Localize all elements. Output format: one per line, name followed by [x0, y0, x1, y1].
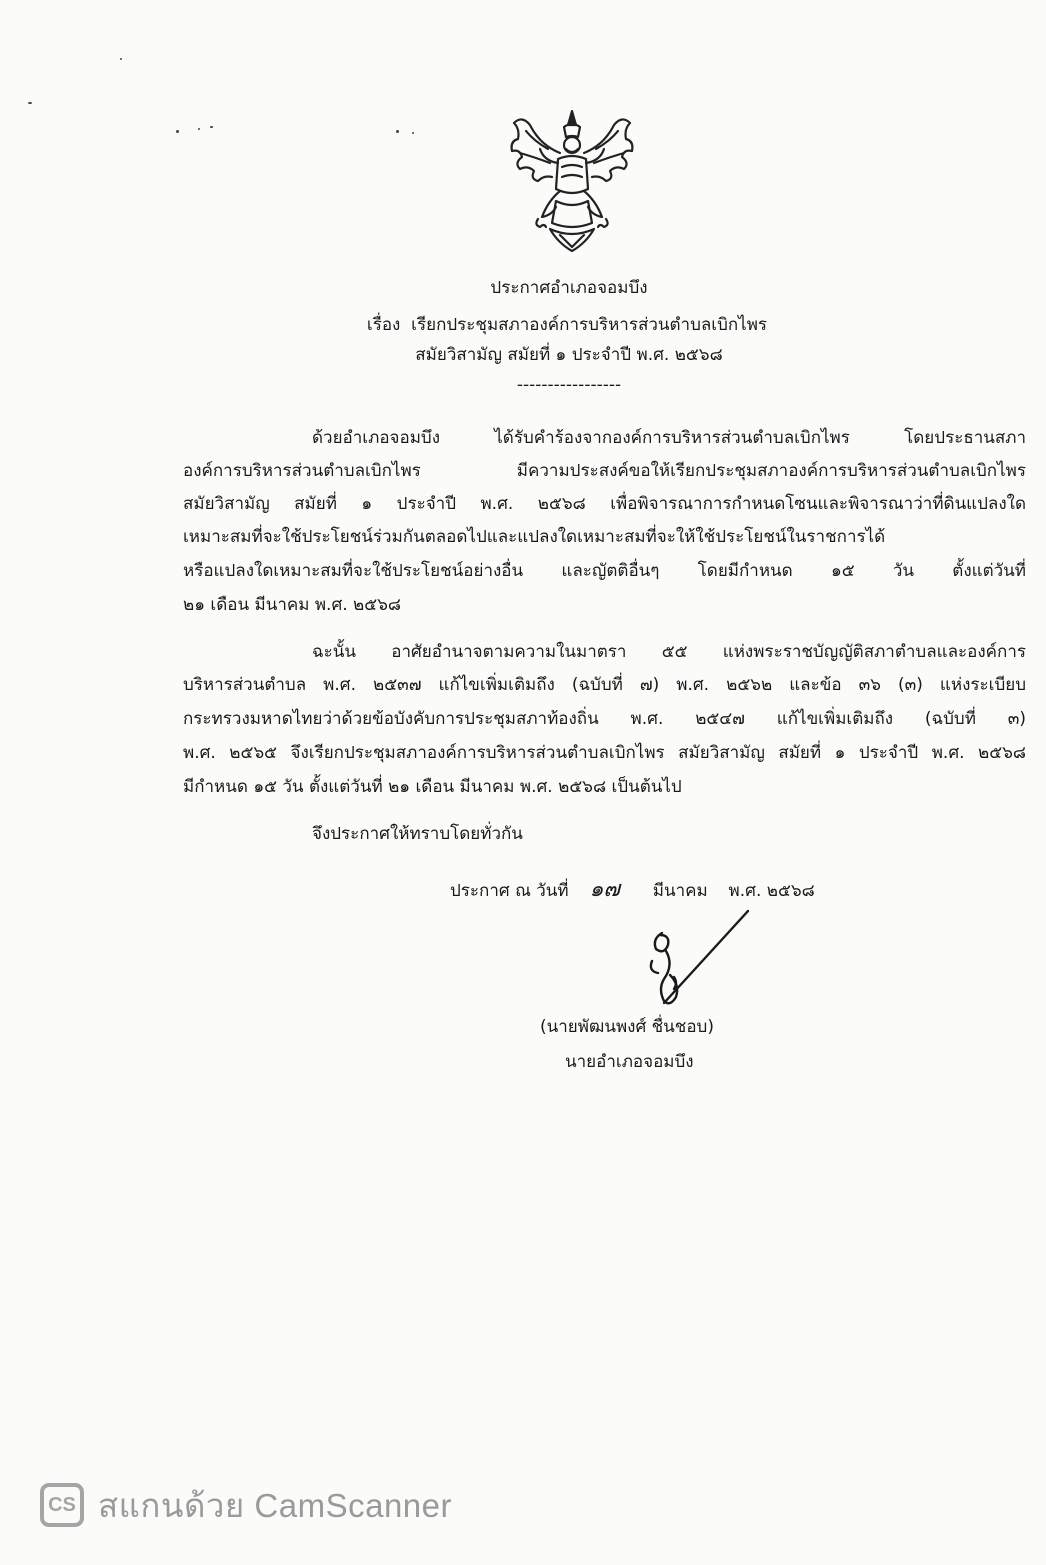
- paragraph2-line: กระทรวงมหาดไทยว่าด้วยข้อบังคับการประชุมสภาท้องถิ่น พ.ศ. ๒๕๔๗ แก้ไขเพิ่มเติมถึง (ฉบับที่ ๓): [183, 709, 1026, 729]
- scan-speck: [210, 126, 213, 128]
- paragraph2-line: พ.ศ. ๒๕๖๕ จึงเรียกประชุมสภาองค์การบริหารส่วนตำบลเบิกไพร สมัยวิสามัญ สมัยที่ ๑ ประจำปี พ.ศ. ๒๕๖๘: [183, 743, 1026, 763]
- closing-line: จึงประกาศให้ทราบโดยทั่วกัน: [312, 824, 523, 844]
- camscanner-text: สแกนด้วย CamScanner: [98, 1486, 453, 1524]
- scan-speck: [28, 102, 32, 104]
- paragraph1-line: ด้วยอำเภอจอมบึง ได้รับคำร้องจากองค์การบริหารส่วนตำบลเบิกไพร โดยประธานสภา: [312, 428, 1026, 448]
- heading-divider: -----------------: [516, 375, 622, 395]
- document-session: สมัยวิสามัญ สมัยที่ ๑ ประจำปี พ.ศ. ๒๕๖๘: [415, 345, 723, 365]
- paragraph1-line: เหมาะสมที่จะใช้ประโยชน์ร่วมกันตลอดไปและแปลงใดเหมาะสมที่จะให้ใช้ประโยชน์ในราชการได้: [183, 527, 886, 547]
- signatory-position: นายอำเภอจอมบึง: [565, 1052, 694, 1072]
- paragraph2-line: บริหารส่วนตำบล พ.ศ. ๒๕๓๗ แก้ไขเพิ่มเติมถึง (ฉบับที่ ๗) พ.ศ. ๒๕๖๒ และข้อ ๓๖ (๓) แห่งระเบียบ: [183, 675, 1026, 695]
- scan-speck: [198, 128, 200, 130]
- scan-speck: [176, 130, 179, 133]
- camscanner-logo-icon: CS: [40, 1483, 84, 1527]
- announcement-date: [450, 878, 815, 903]
- scan-speck: [120, 58, 122, 60]
- date-prefix: ประกาศ ณ วันที่: [450, 881, 569, 901]
- date-day-handwritten: ๑๗: [589, 877, 620, 902]
- paragraph1-line: ๒๑ เดือน มีนาคม พ.ศ. ๒๕๖๘: [183, 595, 402, 615]
- document-title: ประกาศอำเภอจอมบึง: [490, 278, 648, 298]
- date-year: พ.ศ. ๒๕๖๘: [728, 881, 815, 901]
- date-month: มีนาคม: [652, 881, 708, 901]
- garuda-emblem-icon: [500, 105, 645, 255]
- subject-label: เรื่อง: [366, 315, 401, 335]
- scan-speck: [396, 130, 399, 133]
- camscanner-watermark: [40, 1480, 452, 1530]
- paragraph1-line: องค์การบริหารส่วนตำบลเบิกไพร มีความประสงค์ขอให้เรียกประชุมสภาองค์การบริหารส่วนตำบลเบิกไพร: [183, 461, 1026, 481]
- document-subject: [44, 313, 1046, 337]
- paragraph1-line: สมัยวิสามัญ สมัยที่ ๑ ประจำปี พ.ศ. ๒๕๖๘ เพื่อพิจารณาการกำหนดโซนและพิจารณาว่าที่ดินแปลงใด: [183, 494, 1026, 514]
- paragraph1-line: หรือแปลงใดเหมาะสมที่จะใช้ประโยชน์อย่างอื่น และญัตติอื่นๆ โดยมีกำหนด ๑๕ วัน ตั้งแต่วันที่: [183, 561, 1026, 581]
- subject-text: เรียกประชุมสภาองค์การบริหารส่วนตำบลเบิกไพร: [411, 315, 768, 335]
- handwritten-signature-icon: [630, 905, 770, 1015]
- paragraph2-line: มีกำหนด ๑๕ วัน ตั้งแต่วันที่ ๒๑ เดือน มีนาคม พ.ศ. ๒๕๖๘ เป็นต้นไป: [183, 777, 682, 797]
- paragraph2-line: ฉะนั้น อาศัยอำนาจตามความในมาตรา ๕๕ แห่งพระราชบัญญัติสภาตำบลและองค์การ: [312, 642, 1026, 662]
- scan-speck: [412, 132, 414, 134]
- signatory-name: (นายพัฒนพงศ์ ชื่นชอบ): [540, 1017, 714, 1037]
